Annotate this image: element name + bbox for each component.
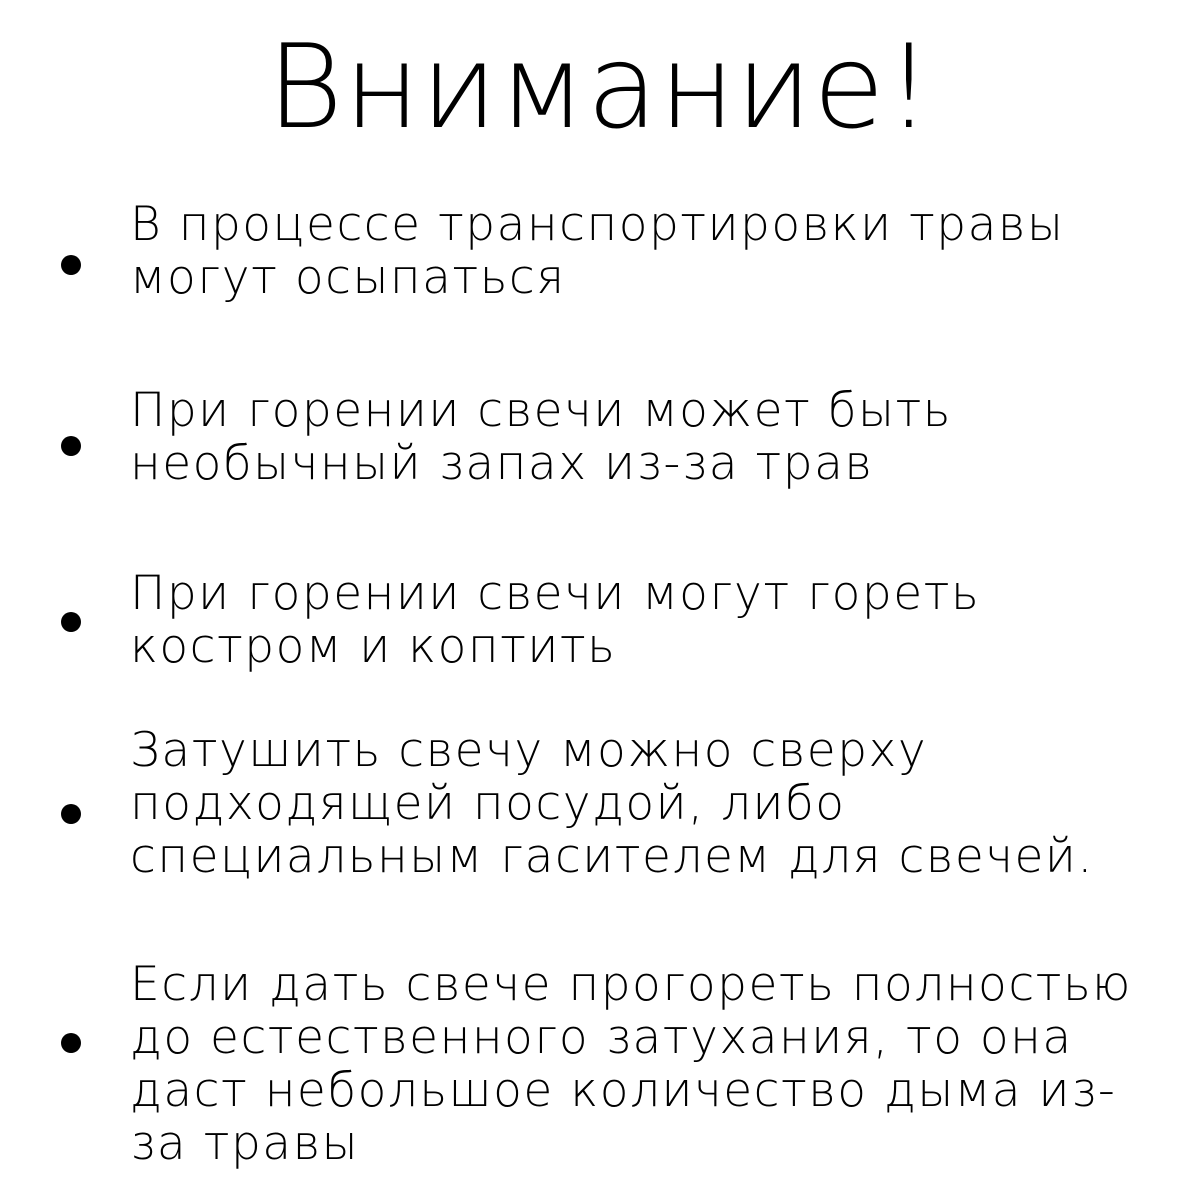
bullet-icon: [61, 255, 81, 275]
bullet-icon: [61, 1033, 81, 1053]
bullet-icon: [61, 804, 81, 824]
bullet-icon: [61, 612, 81, 632]
list-item-text: При горении свечи могут гореть костром и коптить: [130, 566, 981, 674]
page-title: Внимание!: [267, 20, 933, 155]
list-item-text: Затушить свечу можно сверху подходящей посудой, либо специальным гасителем для свечей.: [130, 723, 1094, 884]
bullet-icon: [61, 436, 81, 456]
list-item-text: В процессе транспортировки травы могут осыпаться: [130, 197, 1065, 305]
list-item-text: Если дать свече прогореть полностью до естественного затухания, то она даст небольшое количество дыма из- за травы: [130, 957, 1132, 1171]
list-item-text: При горении свечи может быть необычный запах из-за трав: [130, 383, 952, 491]
